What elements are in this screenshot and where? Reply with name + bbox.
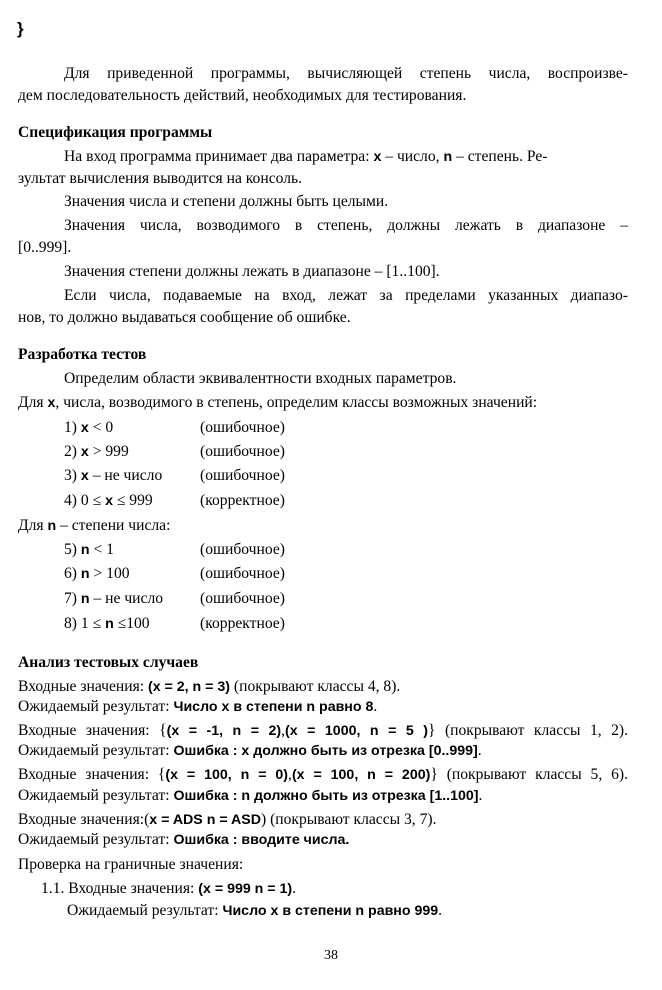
case-4-expected: Ожидаемый результат: Ошибка : вводите числа. — [18, 831, 350, 848]
class-8: 8) 1 ≤ n ≤100 (корректное) — [64, 615, 285, 632]
class-1: 1) x < 0 (ошибочное) — [64, 419, 285, 436]
intro-line-1: Для приведенной программы, вычисляющей степень числа, воспроизве- — [64, 65, 628, 82]
case-2-input: Входные значения: {(x = -1, n = 2),(x = 1000, n = 5 )} (покрывают классы 1, 2). — [18, 722, 629, 739]
x-classes-intro: Для x, числа, возводимого в степень, определим классы возможных значений: — [18, 394, 538, 411]
spec-paragraph-1: На вход программа принимает два параметра: x – число, n – степень. Ре- — [64, 148, 548, 165]
case-1-expected: Ожидаемый результат: Число x в степени n равно 8. — [18, 698, 378, 715]
case-3-input: Входные значения: {(x = 100, n = 0),(x = 100, n = 200)} (покрывают классы 5, 6). — [18, 766, 628, 783]
class-3: 3) x – не число (ошибочное) — [64, 467, 285, 484]
spec-heading: Спецификация программы — [18, 124, 213, 141]
boundary-heading: Проверка на граничные значения: — [18, 856, 244, 873]
class-2: 2) x > 999 (ошибочное) — [64, 443, 285, 460]
class-5: 5) n < 1 (ошибочное) — [64, 541, 285, 558]
case-2-expected: Ожидаемый результат: Ошибка : x должно быть из отрезка [0..999]. — [18, 742, 482, 759]
var-n: n — [443, 149, 453, 165]
closing-brace: } — [17, 19, 24, 38]
spec-paragraph-4: Значения степени должны лежать в диапазоне – [1..100]. — [64, 263, 440, 280]
var-x: x — [373, 149, 382, 165]
spec-paragraph-3-line-2: [0..999]. — [18, 239, 72, 256]
tests-heading: Разработка тестов — [18, 346, 147, 363]
intro-line-2: дем последовательность действий, необходимых для тестирования. — [18, 87, 467, 104]
class-4: 4) 0 ≤ x ≤ 999 (корректное) — [64, 492, 285, 509]
case-3-expected: Ожидаемый результат: Ошибка : n должно быть из отрезка [1..100]. — [18, 787, 483, 804]
analysis-heading: Анализ тестовых случаев — [18, 654, 199, 671]
spec-paragraph-5-line-2: нов, то должно выдаваться сообщение об ошибке. — [18, 309, 351, 326]
class-7: 7) n – не число (ошибочное) — [64, 590, 285, 607]
page-number: 38 — [324, 948, 338, 963]
class-6: 6) n > 100 (ошибочное) — [64, 565, 285, 582]
case-4-input: Входные значения:(x = ADS n = ASD) (покрывают классы 3, 7). — [18, 811, 437, 828]
spec-paragraph-1-line-2: зультат вычисления выводится на консоль. — [18, 170, 303, 187]
case-1-input: Входные значения: (x = 2, n = 3) (покрывают классы 4, 8). — [18, 678, 401, 695]
spec-paragraph-3: Значения числа, возводимого в степень, должны лежать в диапазоне – — [64, 217, 628, 234]
boundary-case-1-input: 1.1. Входные значения: (x = 999 n = 1). — [41, 880, 297, 897]
spec-paragraph-5: Если числа, подаваемые на вход, лежат за пределами указанных диапазо- — [64, 287, 628, 304]
spec-paragraph-2: Значения числа и степени должны быть целыми. — [64, 193, 389, 210]
tests-paragraph-1: Определим области эквивалентности входных параметров. — [64, 370, 457, 387]
boundary-case-1-expected: Ожидаемый результат: Число x в степени n равно 999. — [67, 902, 443, 919]
n-classes-intro: Для n – степени числа: — [18, 517, 171, 534]
